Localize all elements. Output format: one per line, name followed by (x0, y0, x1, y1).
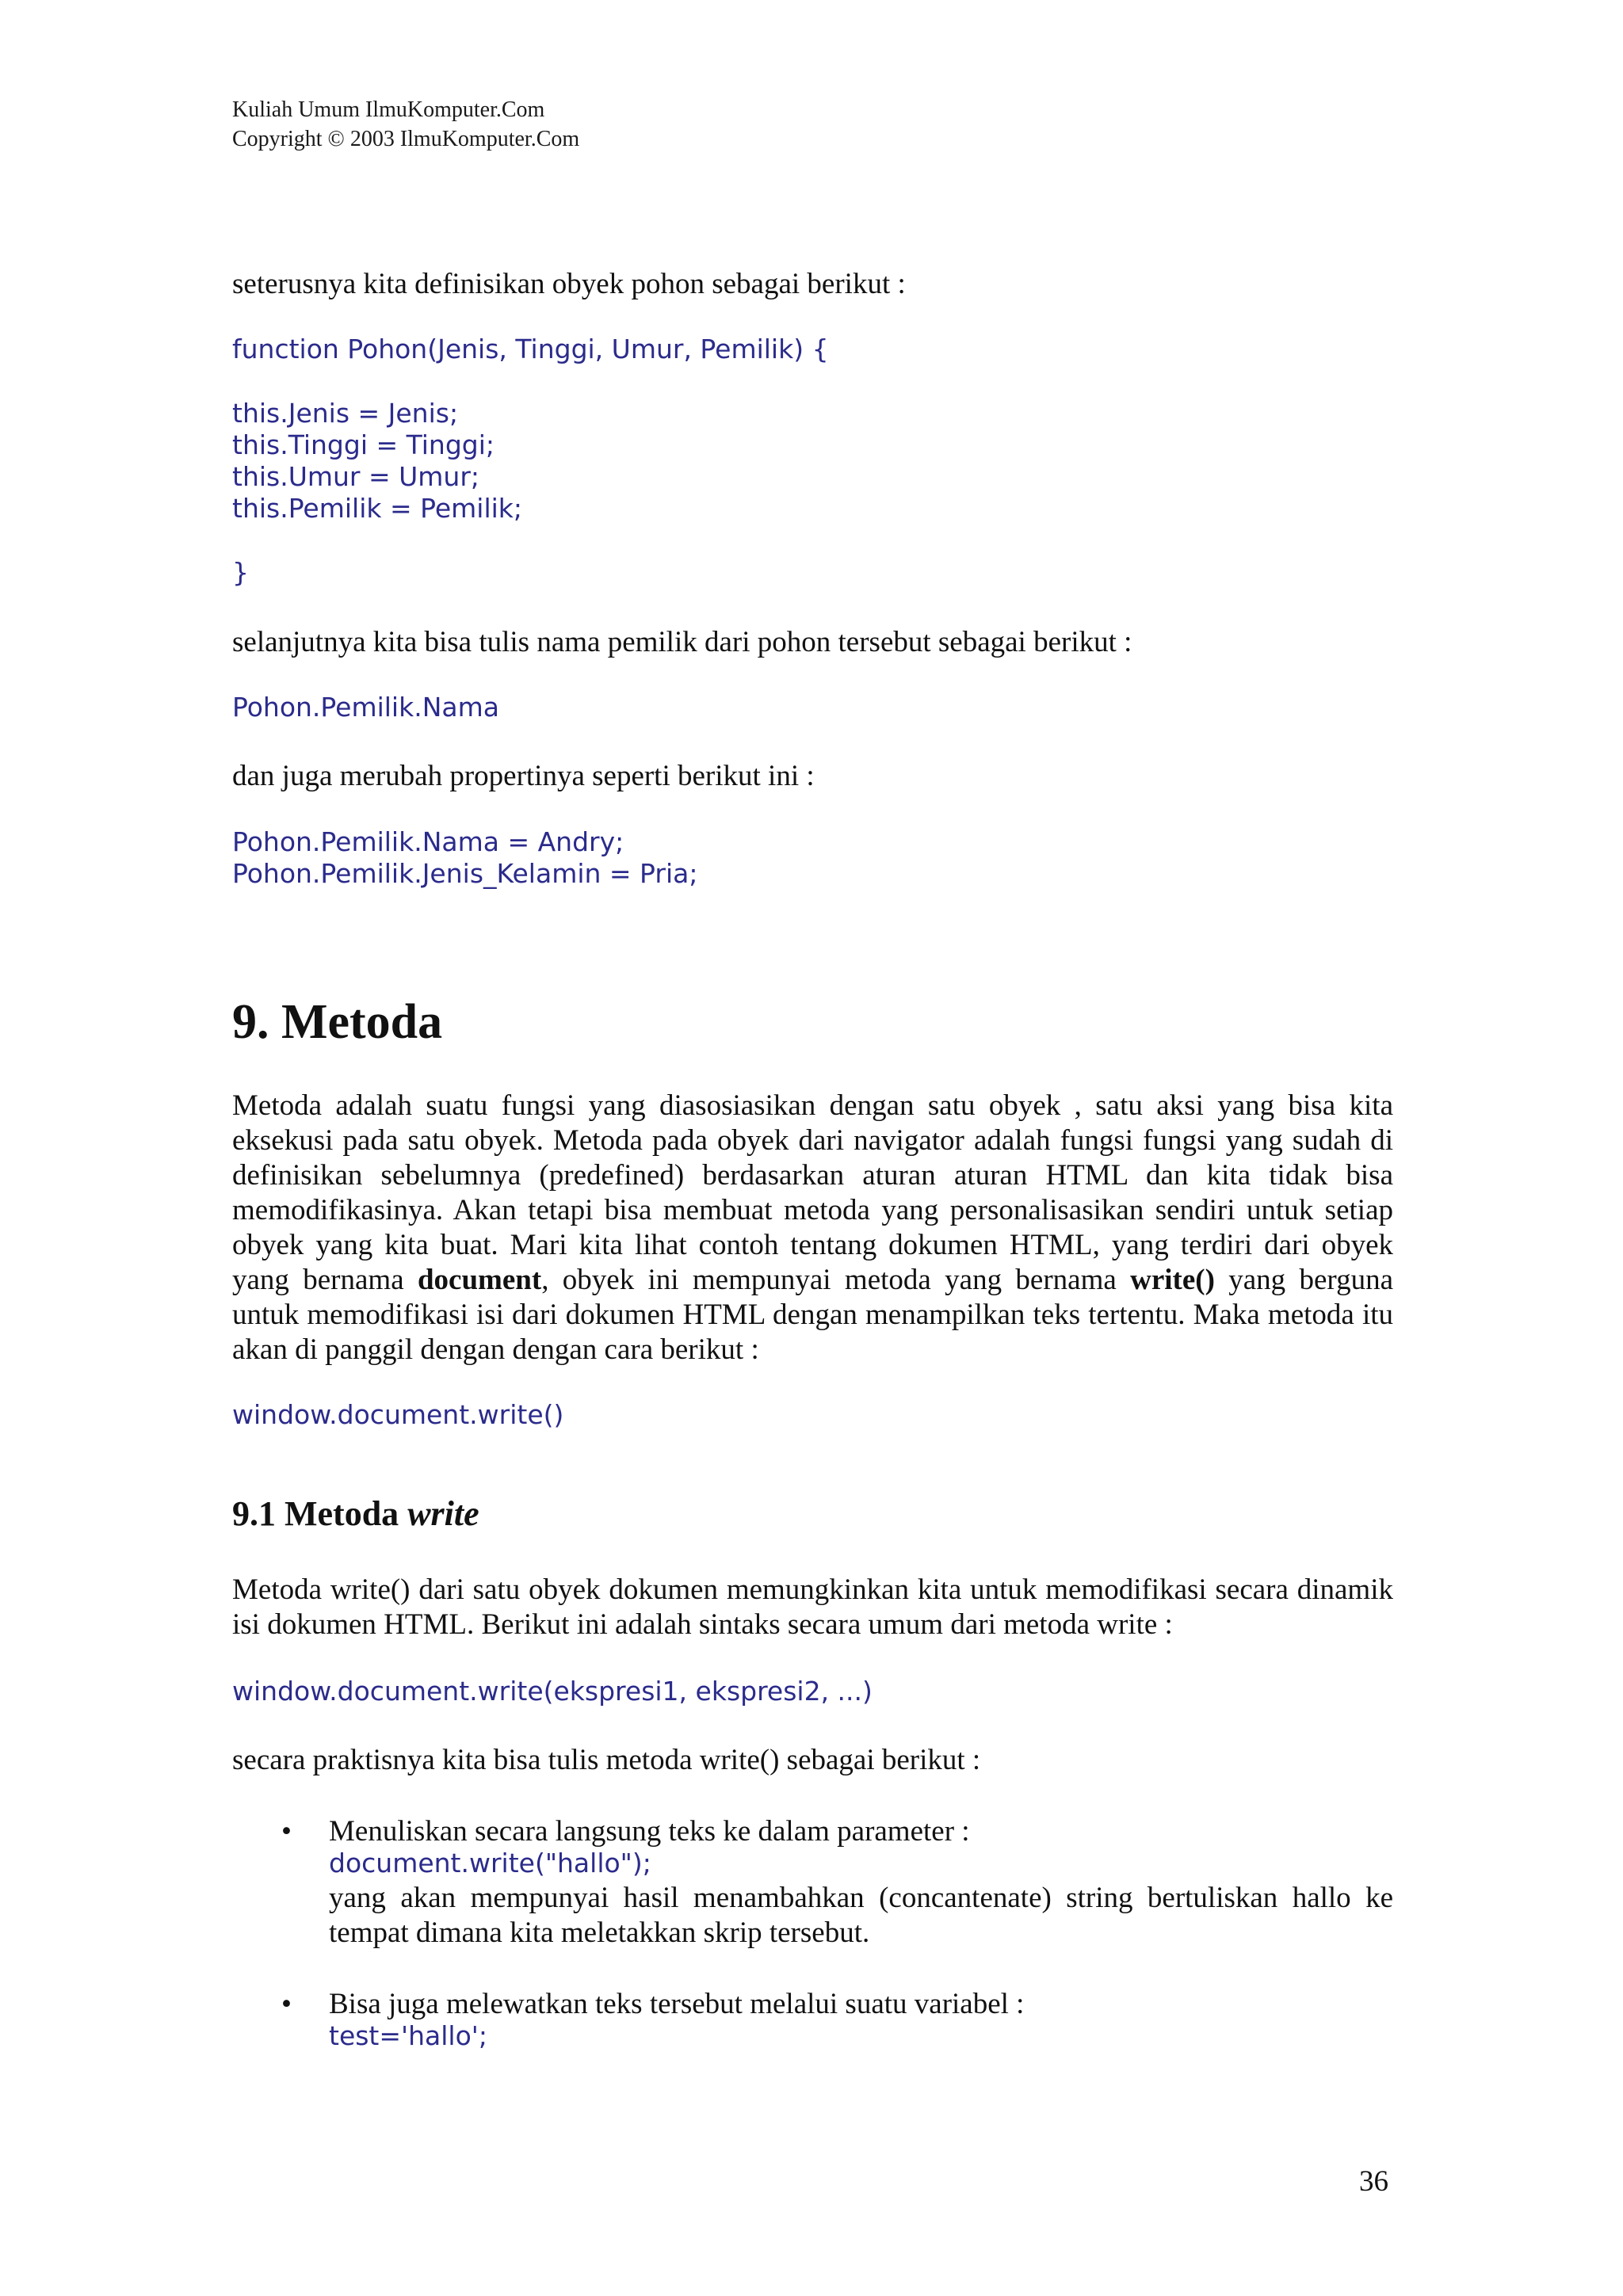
section-9-text-1: Metoda adalah suatu fungsi yang diasosiasikan dengan satu obyek , satu aksi yang bisa kita eksekusi pada satu obyek. Metoda pada obyek dari navigator adalah fungsi fungsi yang sudah di definisikan sebelumnya (predefined) berdasarkan aturan aturan HTML dan kita tidak bisa memodifikasinya. Akan tetapi bisa membuat metoda yang personalisasikan sendiri untuk setiap obyek yang kita buat. Mari kita lihat contoh tentang dokumen HTML, yang terdiri dari obyek yang bernama (232, 1089, 1393, 1296)
bullet-1-text: Menuliskan secara langsung teks ke dalam parameter : (329, 1815, 970, 1848)
section-9-1-paragraph: Metoda write() dari satu obyek dokumen memungkinkan kita untuk memodifikasi secara dinamik isi dokumen HTML. Berikut ini adalah sintaks secara umum dari metoda write : (232, 1573, 1393, 1641)
bold-write: write() (1130, 1264, 1215, 1296)
section-9-1-heading-italic: write (407, 1494, 479, 1533)
bullet-item-2 (329, 1987, 1393, 2052)
bullet-1-note: yang akan mempunyai hasil menambahkan (concantenate) string bertuliskan hallo ke tempat dimana kita meletakkan skrip tersebut. (329, 1882, 1393, 1949)
section-9-text-3: yang berguna untuk memodifikasi isi dari dokumen HTML dengan menampilkan teks tertentu. Maka metoda itu akan di panggil dengan dengan cara berikut : (232, 1264, 1393, 1366)
code-line-jenis: this.Jenis = Jenis; (232, 398, 459, 429)
section-9-heading: 9. Metoda (232, 995, 443, 1049)
code-line-umur: this.Umur = Umur; (232, 461, 480, 492)
code-function-header: function Pohon(Jenis, Tinggi, Umur, Pemilik) { (232, 334, 829, 364)
code-ubah-nama: Pohon.Pemilik.Nama = Andry; (232, 826, 624, 857)
page-header (232, 95, 579, 154)
paragraph-ubah: dan juga merubah propertinya seperti berikut ini : (232, 760, 815, 792)
paragraph-nama: selanjutnya kita bisa tulis nama pemilik dari pohon tersebut sebagai berikut : (232, 626, 1132, 658)
code-nama: Pohon.Pemilik.Nama (232, 692, 499, 723)
code-line-pemilik: this.Pemilik = Pemilik; (232, 493, 523, 524)
bullet-marker-1: • (281, 1815, 292, 1848)
page-number: 36 (1359, 2165, 1388, 2198)
section-9-paragraph (232, 1089, 1393, 1367)
intro-paragraph: seterusnya kita definisikan obyek pohon sebagai berikut : (232, 268, 906, 300)
section-9-1-heading-prefix: 9.1 Metoda (232, 1494, 408, 1533)
bullet-2-text: Bisa juga melewatkan teks tersebut melalui suatu variabel : (329, 1988, 1025, 2020)
bold-document: document (417, 1264, 542, 1296)
bullet-2-code: test='hallo'; (329, 2020, 487, 2051)
header-line-1: Kuliah Umum IlmuKomputer.Com (232, 97, 545, 122)
code-line-tinggi: this.Tinggi = Tinggi; (232, 429, 495, 460)
section-9-text-2: , obyek ini mempunyai metoda yang bernama (541, 1264, 1131, 1296)
bullet-item-1 (329, 1814, 1393, 1951)
code-window-document-write: window.document.write() (232, 1399, 564, 1430)
bullet-1-code: document.write("hallo"); (329, 1848, 651, 1878)
code-ubah-kelamin: Pohon.Pemilik.Jenis_Kelamin = Pria; (232, 858, 698, 889)
code-write-syntax: window.document.write(ekspresi1, ekspresi2, ...) (232, 1676, 873, 1707)
bullet-marker-2: • (281, 1988, 292, 2020)
paragraph-praktis: secara praktisnya kita bisa tulis metoda write() sebagai berikut : (232, 1744, 981, 1776)
section-9-1-heading (232, 1493, 479, 1535)
header-line-2: Copyright © 2003 IlmuKomputer.Com (232, 127, 580, 151)
code-closing-brace: } (232, 557, 249, 588)
